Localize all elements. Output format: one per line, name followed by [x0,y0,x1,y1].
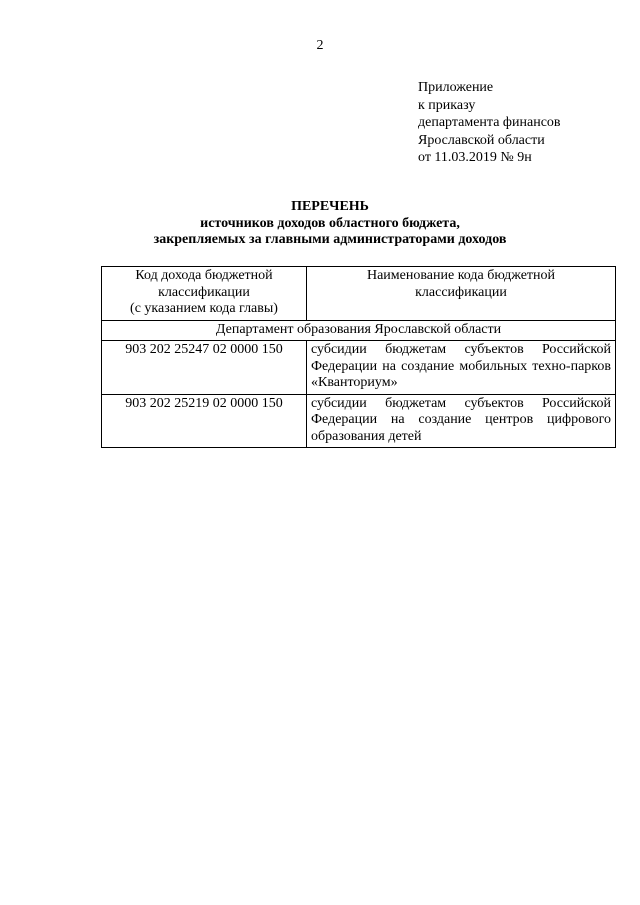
header-code-line: классификации [158,284,250,300]
page-number: 2 [316,38,324,53]
income-name: субсидии бюджетам субъектов Российской Федерации на создание центров цифрового образования детей [307,394,616,448]
appendix-line: Приложение [418,80,494,95]
income-sources-table [101,266,616,448]
table-row [102,341,616,395]
income-name: субсидии бюджетам субъектов Российской Федерации на создание мобильных техно-парков «Кванториум» [307,341,616,395]
header-name [307,267,616,321]
table-row [102,394,616,448]
appendix-line: Ярославской области [418,132,545,148]
title-line-1: ПЕРЕЧЕНЬ [291,199,369,214]
header-code [102,267,307,321]
income-code: 903 202 25247 02 0000 150 [102,341,307,395]
header-code-line: (с указанием кода главы) [130,301,278,316]
appendix-note [418,79,561,167]
department-name: Департамент образования Ярославской области [102,320,616,341]
header-name-line: Наименование кода бюджетной [366,268,556,283]
appendix-line: департамента финансов [418,115,561,130]
header-name-line: классификации [415,284,507,300]
table-header-row [102,267,616,321]
appendix-line: от 11.03.2019 № 9н [418,150,532,165]
department-row [102,320,616,341]
appendix-line: к приказу [418,97,476,113]
document-title [0,199,640,249]
title-line-2: источников доходов областного бюджета, [200,215,460,231]
header-code-line: Код дохода бюджетной [135,268,273,283]
income-code: 903 202 25219 02 0000 150 [102,394,307,448]
title-line-3: закрепляемых за главными администраторами доходов [153,232,507,247]
